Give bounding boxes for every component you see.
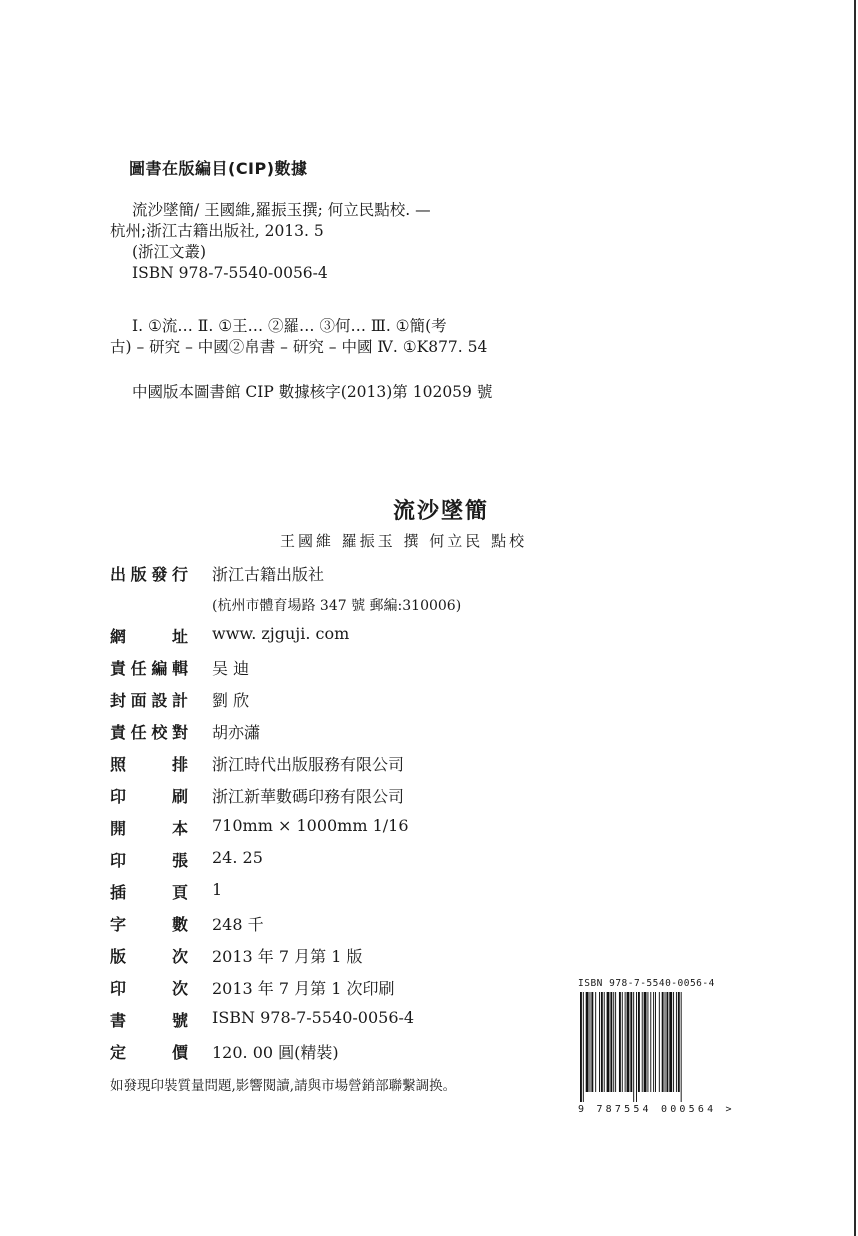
publication-row-label: 字 數 <box>110 915 188 934</box>
cip-approval-number: 中國版本圖書館 CIP 數據核字(2013)第 102059 號 <box>132 383 493 401</box>
publication-row-value: www. zjguji. com <box>212 624 350 643</box>
barcode-digits: 9 787554 000564 > <box>578 1104 735 1115</box>
cip-publisher-line: 杭州;浙江古籍出版社, 2013. 5 <box>110 222 324 240</box>
publication-row-label: 照 排 <box>110 755 188 774</box>
barcode-bar <box>599 992 600 1092</box>
barcode-bar <box>666 992 668 1092</box>
publication-row-label: 責 任 校 對 <box>110 723 188 742</box>
publication-row-label: 開 本 <box>110 819 188 838</box>
publication-row-value: 120. 00 圓(精裝) <box>212 1043 339 1062</box>
publication-row <box>110 908 570 940</box>
barcode-bar <box>590 992 591 1092</box>
publication-row-value: 1 <box>212 880 223 899</box>
publication-row <box>110 1004 570 1036</box>
publication-row-value: 710mm × 1000mm 1/16 <box>212 816 409 835</box>
barcode-bar <box>627 992 630 1092</box>
publication-info-table <box>110 558 570 1068</box>
cip-class-line-2: 古) – 研究 – 中國②帛書 – 研究 – 中國 Ⅳ. ①K877. 54 <box>110 338 488 356</box>
barcode-bar <box>676 992 677 1092</box>
publication-row-value: ISBN 978-7-5540-0056-4 <box>212 1008 415 1027</box>
cip-record <box>110 200 580 284</box>
cip-series-line: (浙江文叢) <box>132 243 207 261</box>
barcode-bar <box>630 992 632 1092</box>
cip-title-line: 流沙墜簡/ 王國維,羅振玉撰; 何立民點校. — <box>132 201 431 219</box>
barcode-image <box>578 992 738 1102</box>
publication-row <box>110 620 570 652</box>
publication-row-label: 插 頁 <box>110 883 188 902</box>
publication-row-label: 版 次 <box>110 947 188 966</box>
barcode-bar <box>613 992 614 1092</box>
barcode-bar <box>662 992 664 1092</box>
barcode-bar <box>644 992 647 1092</box>
barcode-bar <box>642 992 643 1092</box>
publication-row-value: 浙江時代出版服務有限公司 <box>212 755 405 774</box>
barcode-bar <box>650 992 651 1092</box>
publication-row <box>110 684 570 716</box>
barcode-bar <box>659 992 660 1092</box>
barcode-bar <box>647 992 648 1092</box>
publication-row <box>110 558 570 590</box>
publication-row-label: 定 價 <box>110 1043 188 1062</box>
barcode-bar <box>610 992 612 1092</box>
barcode-bar <box>665 992 666 1092</box>
publication-row <box>110 1036 570 1068</box>
barcode-bar <box>673 992 674 1092</box>
publication-row <box>110 652 570 684</box>
publication-row <box>110 812 570 844</box>
book-authors: 王國維 羅振玉 撰 何立民 點校 <box>280 532 528 550</box>
publication-row-label: 印 次 <box>110 979 188 998</box>
publication-row <box>110 780 570 812</box>
publication-row <box>110 940 570 972</box>
barcode-bar <box>607 992 610 1092</box>
publication-row <box>110 716 570 748</box>
publication-row <box>110 844 570 876</box>
cip-isbn-line: ISBN 978-7-5540-0056-4 <box>132 264 328 282</box>
barcode-bar <box>583 992 584 1102</box>
book-title: 流沙墜簡 <box>392 499 489 524</box>
barcode-bar <box>622 992 623 1092</box>
barcode-bar <box>669 992 672 1092</box>
barcode-bar <box>586 992 589 1092</box>
barcode-bar <box>625 992 626 1092</box>
publication-row-label: 網 址 <box>110 627 188 646</box>
publication-row <box>110 590 570 620</box>
barcode-isbn-text: ISBN 978-7-5540-0056-4 <box>578 978 715 989</box>
publication-row-value: 2013 年 7 月第 1 版 <box>212 947 363 966</box>
barcode-bar <box>615 992 616 1092</box>
publication-row-value: 浙江古籍出版社 <box>212 565 325 584</box>
publication-row <box>110 972 570 1004</box>
barcode-bar <box>655 992 656 1092</box>
publication-row-label: 出 版 發 行 <box>110 565 188 584</box>
barcode-bar <box>595 992 596 1092</box>
cip-heading: 圖書在版編目(CIP)數據 <box>129 159 308 178</box>
quality-notice: 如發現印裝質量問題,影響閱讀,請與市場營銷部聯繫調换。 <box>110 1078 457 1094</box>
page-edge-line <box>854 0 856 1236</box>
barcode-bar <box>681 992 682 1102</box>
publication-row-value: 浙江新華數碼印務有限公司 <box>212 787 405 806</box>
cip-classification <box>110 316 580 358</box>
barcode-bar <box>638 992 640 1092</box>
publication-row-value: 吴 迪 <box>212 659 250 678</box>
cip-class-line-1: Ⅰ. ①流… Ⅱ. ①王… ②羅… ③何… Ⅲ. ①簡(考 <box>132 317 447 335</box>
barcode-bar <box>636 992 637 1102</box>
publication-row-label: 書 號 <box>110 1011 188 1030</box>
publication-row-value: 24. 25 <box>212 848 263 867</box>
publication-row-label: 責 任 編 輯 <box>110 659 188 678</box>
isbn-barcode-block <box>578 978 748 1115</box>
publication-row-value: 2013 年 7 月第 1 次印刷 <box>212 979 395 998</box>
publication-row-label: 印 刷 <box>110 787 188 806</box>
barcode-bar <box>678 992 680 1092</box>
publication-row-value: 胡亦瀟 <box>212 723 261 742</box>
barcode-bar <box>580 992 582 1102</box>
publication-row-label: 印 張 <box>110 851 188 870</box>
publication-row-value: 248 千 <box>212 915 264 934</box>
barcode-bar <box>653 992 654 1092</box>
barcode-bar <box>619 992 621 1092</box>
publication-row-value: 劉 欣 <box>212 691 250 710</box>
publication-row <box>110 876 570 908</box>
barcode-bar <box>633 992 634 1102</box>
barcode-bar <box>601 992 603 1092</box>
barcode-bar <box>591 992 593 1092</box>
barcode-bar <box>604 992 605 1092</box>
publication-row-label: 封 面 設 計 <box>110 691 188 710</box>
publication-row <box>110 748 570 780</box>
publication-row-value: (杭州市體育場路 347 號 郵編:310006) <box>212 598 462 614</box>
